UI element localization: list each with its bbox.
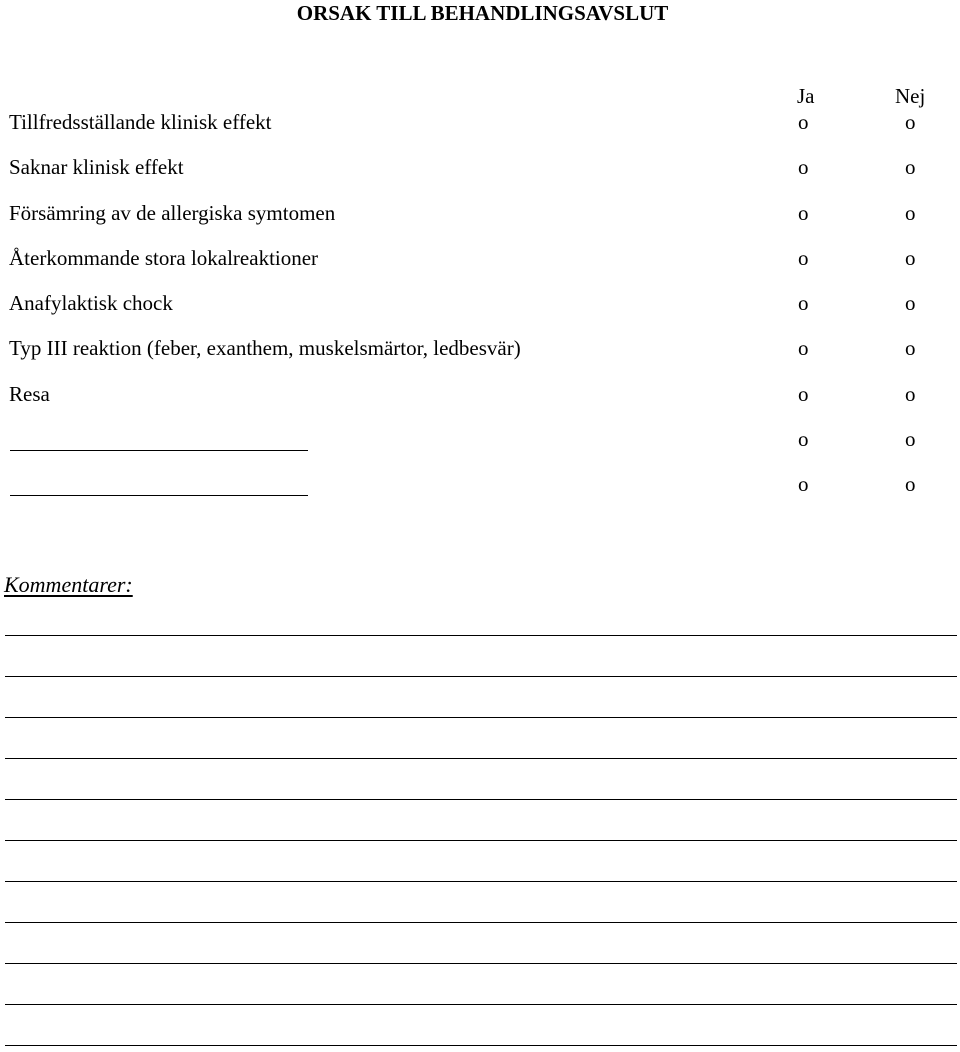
option-ja-radio[interactable]: o [798, 155, 809, 180]
column-header-nej: Nej [895, 84, 926, 108]
reason-label: Återkommande stora lokalreaktioner [9, 245, 319, 270]
option-ja-radio[interactable]: o [798, 336, 809, 361]
reason-label: Tillfredsställande klinisk effekt [9, 110, 272, 134]
comment-line[interactable] [5, 758, 957, 759]
comment-line[interactable] [5, 635, 957, 636]
comment-line[interactable] [5, 1045, 957, 1046]
comment-line[interactable] [5, 922, 957, 923]
option-nej-radio[interactable]: o [905, 291, 916, 316]
option-nej-radio[interactable]: o [905, 200, 916, 225]
comment-line[interactable] [5, 717, 957, 718]
reason-label: Försämring av de allergiska symtomen [9, 200, 336, 225]
option-ja-radio[interactable]: o [798, 427, 809, 452]
option-nej-radio[interactable]: o [905, 110, 916, 134]
comment-line[interactable] [5, 799, 957, 800]
reason-label: Typ III reaktion (feber, exanthem, muskelsmärtor, ledbesvär) [9, 336, 521, 361]
reason-row [0, 290, 960, 335]
reason-blank-line[interactable] [10, 495, 308, 496]
reason-row [0, 109, 960, 154]
reason-blank-line[interactable] [10, 450, 308, 451]
option-ja-radio[interactable]: o [798, 381, 809, 406]
option-ja-radio[interactable]: o [798, 245, 809, 270]
option-nej-radio[interactable]: o [905, 427, 916, 452]
comment-line[interactable] [5, 881, 957, 882]
option-ja-radio[interactable]: o [798, 472, 809, 497]
column-header-ja: Ja [797, 84, 815, 108]
option-nej-radio[interactable]: o [905, 336, 916, 361]
reason-row [0, 200, 960, 245]
reason-label: Saknar klinisk effekt [9, 155, 184, 180]
reason-row [0, 381, 960, 426]
comment-line[interactable] [5, 1004, 957, 1005]
reason-label: Resa [9, 381, 50, 406]
reason-row [0, 471, 960, 516]
reason-row [0, 245, 960, 290]
option-ja-radio[interactable]: o [798, 200, 809, 225]
option-nej-radio[interactable]: o [905, 472, 916, 497]
option-nej-radio[interactable]: o [905, 155, 916, 180]
reason-row [0, 335, 960, 380]
comment-line[interactable] [5, 840, 957, 841]
reason-row [0, 426, 960, 471]
comment-line[interactable] [5, 676, 957, 677]
reason-row [0, 154, 960, 199]
comment-line[interactable] [5, 963, 957, 964]
option-ja-radio[interactable]: o [798, 291, 809, 316]
reason-label: Anafylaktisk chock [9, 291, 173, 316]
option-nej-radio[interactable]: o [905, 381, 916, 406]
option-ja-radio[interactable]: o [798, 110, 809, 134]
comments-label: Kommentarer: [4, 572, 133, 597]
option-nej-radio[interactable]: o [905, 245, 916, 270]
form-title: ORSAK TILL BEHANDLINGSAVSLUT [296, 1, 669, 25]
reason-list [0, 109, 960, 517]
